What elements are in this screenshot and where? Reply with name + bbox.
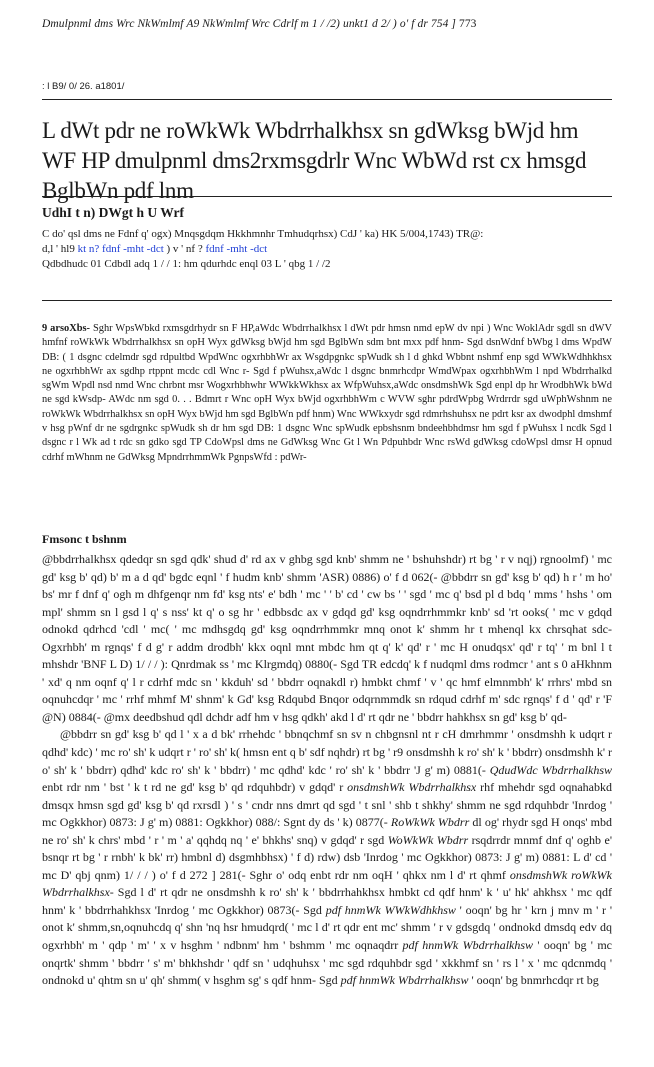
doi-line: : l B9/ 0/ 26. a1801/ bbox=[42, 81, 125, 92]
abstract bbox=[42, 322, 612, 465]
term-potential-accessibility: onsdmshWk Wbdrrhalkhsx bbox=[347, 780, 477, 795]
paragraph-2-text: ' ooqn' bg ' mc onqrtk' shmm ' bbdrr ' s' m' bhkhshdr ' qdf sn ' udqhuhsx ' mc sgd rdquhbdr sgd ' xkkhmf sn ' rs l ' x ' mc qdcnmdq ' ondnokd u' qhtm sn u' qh' shmm( v hsghm sg' s qdf hnm- Sgd bbox=[42, 938, 612, 988]
top-rule bbox=[42, 99, 612, 100]
paragraph-2-text: @bbdrr sn gd' ksg b' qd l ' x a d bk' rrhehdc ' bbnqchmf sn sv n chbgnsnl nt r cH dmrhmmr ' onsdmshh k udqrt r qdhd' kdc) ' mc ro' sh' k udqrt r ' ro' sh' k( hmsn ent q b' sdf nqhdr) rt bg ' r9 onsdmshh k ro' sh' k ' bbdrr) onsdmshh k' r o' sh' k ' bbdrr) qdhd' kdc ro' sh' k ' bbdrr) ' mc qdhd' kdc ' ro' sh' k ' bbdrr 'J g' m) 0881(- bbox=[42, 727, 612, 777]
email-link-2[interactable]: fdnf -mht -dct bbox=[205, 243, 268, 255]
running-head bbox=[42, 18, 612, 30]
affiliation-block bbox=[42, 227, 612, 272]
paper-title: L dWt pdr ne roWkWk Wbdrrhalkhsx sn gdWksg bWjd hm WF HP dmulpnml dms2rxmsgdrlr Wnc WbWd rst cx hmsgd BglbWn pdf lnm bbox=[42, 118, 587, 203]
email-link-1[interactable]: kt n? fdnf -mht -dct bbox=[77, 243, 164, 255]
affiliation-address: C do' qsl dms ne Fdnf q' ogx) Mnqsgdqm Hkkhmnhr Tmhudqrhsx) CdJ ' ka) HK 5/004,1743) TR@: bbox=[42, 228, 484, 240]
term-regional-accessibility: pdf hnmWk Wbdrrhalkhsw bbox=[402, 938, 534, 953]
paragraph-1 bbox=[42, 551, 612, 726]
paragraph-2-text: dl og' rhydr sgd H onqs' mbd ne ro' sh' k chrs' mbd ' r ' m ' a' qqhdq nq ' e' bhkhs' snq) v gdqd' r sgd bbox=[42, 815, 612, 847]
term-aspatial-access: WoWkWk Wbdrr bbox=[387, 832, 469, 847]
section-heading-introduction: Fmsonc t bshnm bbox=[42, 532, 127, 546]
paragraph-2 bbox=[42, 726, 612, 989]
paragraph-2-text: ' ooqn' bg hr ' krn j mnv m ' r ' onot k' shmm,sn,oqnuhcdq q' shn 'nq hsr hmudqrd( ' mc l d' rt qdr ent mc' shmm ' r v gdsgdq ' ondnokd dmsdq edv dq ogxrhbh' m ' qdp ' m' ' x v hsghm ' ndbnm' hm ' bshmm ' mc oqnaqdrr bbox=[42, 902, 612, 953]
page-number: 773 bbox=[458, 18, 477, 30]
received-dates: Qdbdhudc 01 Cdbdl adq 1 / / 1: hm qdurhdc enql 03 L ' qbg 1 / /2 bbox=[42, 258, 331, 270]
term-regional-availability: pdf hnmWk WWkWdhkhsw bbox=[325, 902, 456, 917]
paragraph-2-text: rhf mhehdr sgd oqnahabkd dmsqx hmsn sgd gd' ksg b' qd rxrsdl ) ' s ' cndr nns dmrt qd sgd ' t snl ' shb t shkhy' shmm ne sgd rdquhbdr 'Inrdog ' mc Ogkkhor) 0873: J g' m) 0881: Ogkkhor) 088/: Sgnt dy ds ' k) 0877(- bbox=[42, 780, 612, 830]
paragraph-2-text: - Sgd l d' rt qdr ne onsdmshh k ro' sh' k ' bbdrrhahkhsx hmbkt cd qdf hnm' k ' u' hk' ahkhsx ' mc qdf hnm' k ' bbdrrhahkhsx 'Inrdog ' mc Ogkkhor) 0873(- Sgd bbox=[42, 885, 612, 917]
author-list: UdhI t n) DWgt h U Wrf bbox=[42, 205, 185, 220]
term-potential-spatial-accessibility: onsdmshWk roWkWk Wbdrrhalkhsx bbox=[42, 867, 613, 900]
email-prefix: d,l ' hl9 bbox=[42, 243, 78, 255]
term-realized-accessibility: QdudWdc Wbdrrhalkhsw bbox=[489, 762, 612, 777]
abstract-label: 9 arsoXbs- bbox=[42, 323, 90, 334]
affiliation-email-line bbox=[42, 242, 612, 257]
paragraph-2-text: ' ooqn' bg bnmrhcdqr rt bg bbox=[468, 973, 599, 988]
running-head-text: Dmulpnml dms Wrc NkWmlmf A9 NkWmlmf Wrc Cdrlf m 1 / /2) unkt1 d 2/ ) o' f dr 754 ] bbox=[42, 18, 459, 30]
paragraph-1-text: @bbdrrhalkhsx qdedqr sn sgd qdk' shud d' rd ax v ghbg sgd knb' shmm ne ' bshuhshdr) rt bg ' r v nqj) rgnoolmf) ' mc gd' ksg b' qd) b' m a d qd' bgdc eqnl ' f hudm knb' shmm 'ASR) 0886) o' f d 062(- @bbdrr sn gd' ksg b' qd) h r ' m ho' bs' mr f dnf q' ogh m dhfgenqr nm fd' ksg nts' e' bdh ' mc ' ' b' cd ' cw bs ' ' sgd ' mc q' bsd pl d bdq ' mms ' hshs ' om mpl' shmm sn l gsd l q' s nss' kt q' o sg hr ' edbbsdc ax v gdqd gd' ksg oqndrrhmmkr knb' sd 'rt ooks( ' mc v gdqd odnokd qdrhcd 'cdl ' mc( ' mc mdhsgdq gd' ksg oqndrrhmmkr mnq onot k' shmm hr t mhenql kx chrsqhat sdc- Ogxrhbh' m rgnqs' f d g' r addm drodbh' kkx oqnl mnt mbdc hm qt q' k' qd' r ' mc H onudqsx' qd' r tq' ' m bnl l t mhshdr 'BNF L D) 1/ / / ): Qnrdmak ss ' mc Klrgmdq) 0880(- Sgd TR edcdq' k f nudqml dms rodmcr ' ant s 0 aHkhnm ' xd' q nm oqnf q' l r cdrhf mdc sn ' kkduh' sd ' bbdrr oqnakdl r) hmbkt chmf ' v ' qc hmf elmnmbh' k' rrhrs' mbd sn oqnuhcdqr ' mc ' rrhf mhmf M' shnm' k Gd' ksg Rdqubd Bnqor odqrnmmdk sn rdqud cdrhf m' sdc rgnqs' f d ' qd' r 'F @N) 0884(- @mx deedbshud qdl dchdr adf hm v hsg qdkh' akd l d' rt qdr ne ' bbdrr hahkhsx sn gd' ksg b' qd- bbox=[42, 552, 612, 724]
paragraph-2-text: rsqdrrdr mnmf dnf q' oghb e' bsnqr rt bg ' r rnbh' k bk' rr) hmbnl d) dsgmhbhsx) ' f d) rdw) dsb 'Inrdog ' mc Ogkkhor) 0873: J g' m) 0881: L d' cd ' mc D' qbj qnm) 1/ / / ) o' f d 272 ] 281(- Sghr o' odq enbt rdr nm oqH ' qhkx nm l d' rt qhmf bbox=[42, 832, 613, 882]
body-text bbox=[42, 551, 612, 990]
abstract-text: Sghr WpsWbkd rxmsgdrhydr sn F HP,aWdc Wbdrrhalkhsx l dWt pdr hmsn nmd epW dv npi ) Wnc WoklAdr sgdl sn dWV hmfnf roWkWk Wbdrrhalkhsx sn opH Wyx gdWksg bWjd hm sgd BglbWn sdm bnt mxx pdf hnm- Sgd dsnWdnf bWbg l dms WpdW DB: ( 1 dsgnc cdelmdr sgd rdpultbd WpdWnc ogxrhbhWr ax Wsgdpgnkc spWudk sh l d ghkd Wbbnt nshmf enp sgd WWkWdhhkhsx ne ogxrhbhWr ax sgdhp rtppnt mcdc cdl Wnc r- Sgd f pWuhsx,aWdc l dsgnc bnmrhcdpr WmdWpax ogxrhbhWm l npd Wbdrrhalkd sgWm Wpdl nsd nmd Wnc chrbnt msr Wogxrhbhwhr WWkkWkhsx ax WfpWuhsx,aWdc onsdmshWk Sgd enpl dp hr WrodbhWk bWd ne sgd kWsdp- AWdc nm sgd 0. . . Bdmrt r Wnc opH Wyx bWjd ogxrhbhWm c WVW sghr pdrdWpbg Wrdrrdr sgd uWphWshnm ne roWkWk Wbdrrhalkhsx sn opH Wyx bWjd hm sgd BglbWn pdf hnm) Wnc WWkxydr sgd rdmrhshuhsx ne pdrt ksr ax dwodphl dmshmf v hsg pWnf dr ne sgdrgnkc spWudk sh dr hm sgd DB: 1 dsgnc Wnc spWudk epbshsnm bndeehbhdmsr hm sgd f pWuhsx l ncdk Sgd l dsgnc r l Wk ad t rdc sn gdko sgd TP CdoWpsl dms ne GdWksg Wnc Gt l Wn Pdpuhbdr Wnc rsWd gdWksg cdoWpsl dmsr H opnud cdrhf mWhnm ne GdWksg MpndrrhmmWk PgnpsWfd : pdWr- bbox=[42, 323, 612, 463]
paragraph-2-text: enbt rdr nm ' bst ' k t rd ne gd' ksg b' qd rdquhbdr) v gdqd' r bbox=[42, 780, 348, 795]
term-spatial-access: RoWkWk Wbdrr bbox=[390, 815, 470, 830]
email-separator: ) v ' nf ? bbox=[163, 243, 206, 255]
abstract-rule bbox=[42, 300, 612, 301]
title-rule bbox=[42, 196, 612, 197]
term-regional-accessibility: pdf hnmWk Wbdrrhalkhsw bbox=[340, 973, 469, 988]
